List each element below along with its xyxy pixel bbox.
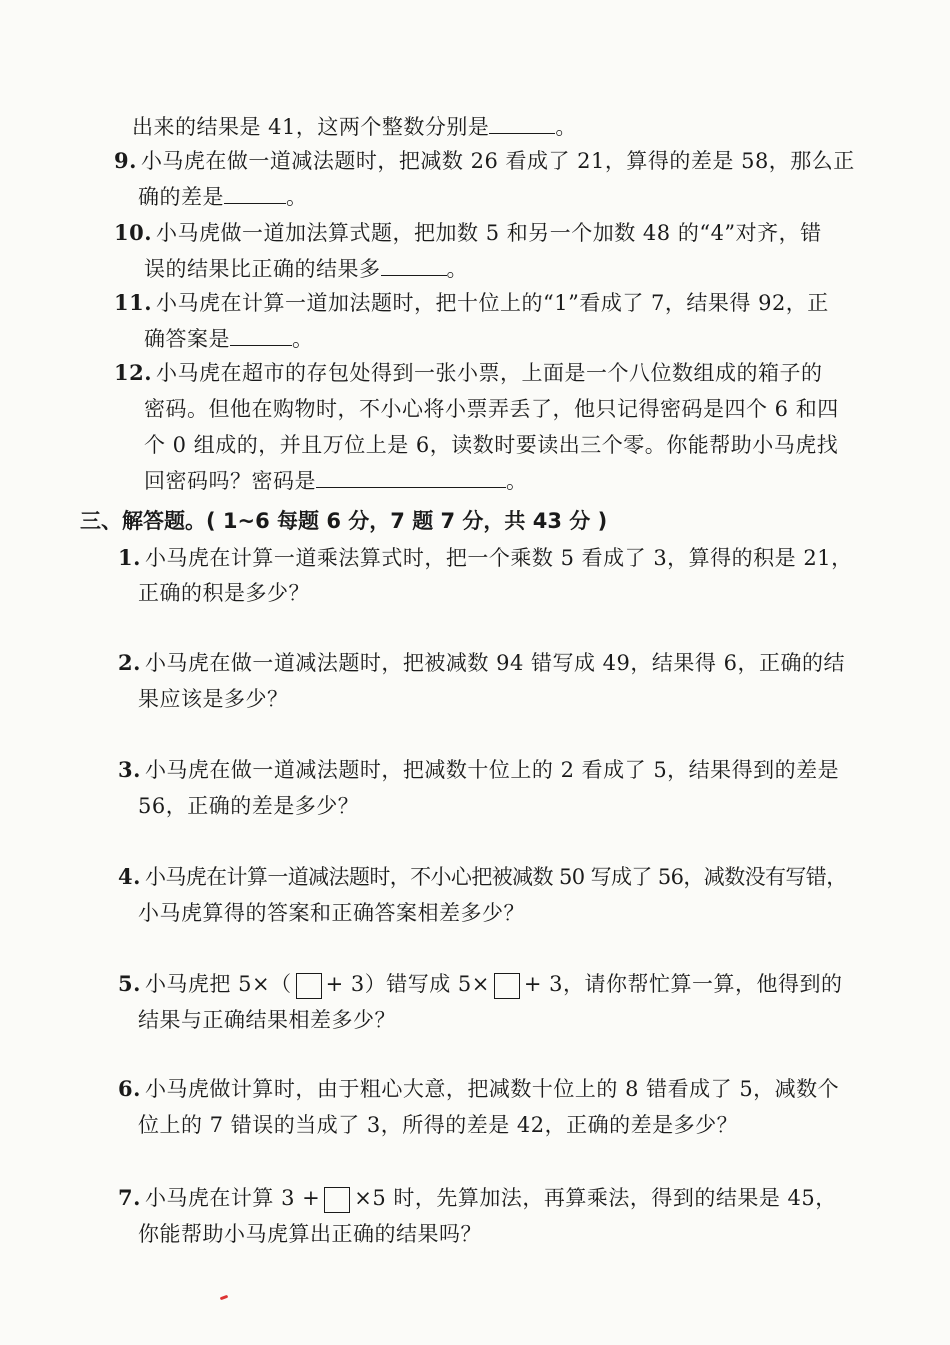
p3-q6-text: 小马虎做计算时，由于粗心大意，把减数十位上的 8 错看成了 5，减数个 (144, 1077, 840, 1101)
p3-q6-line1 (118, 1074, 839, 1104)
q10-text: 小马虎做一道加法算式题，把加数 5 和另一个加数 48 的“4”对齐，错 (156, 221, 822, 245)
section-3-title: 三、解答题。( 1~6 每题 6 分，7 题 7 分，共 43 分 ) (80, 509, 608, 533)
q11-number: 11. (114, 290, 153, 315)
p3-q5-blank-box-2 (494, 973, 520, 999)
q9-text-2: 确的差是 (138, 185, 224, 209)
p3-q3-number: 3. (118, 757, 141, 782)
q12-line1 (114, 358, 823, 388)
q9-number: 9. (114, 148, 137, 173)
p3-q1-line1 (118, 543, 853, 573)
p3-q5-text-c: + 3，请你帮忙算一算，他得到的 (523, 972, 843, 996)
p3-q6-line2: 位上的 7 错误的当成了 3，所得的差是 42，正确的差是多少？ (138, 1113, 739, 1137)
p3-q5-line1 (118, 969, 842, 999)
p3-q7-line2: 你能帮助小马虎算出正确的结果吗？ (138, 1222, 482, 1246)
q11-text-end: 。 (292, 327, 314, 351)
q10-text-end: 。 (446, 257, 468, 281)
q8-line1 (132, 112, 577, 142)
p3-q7-text-b: ×5 时，先算加法，再算乘法，得到的结果是 45， (354, 1186, 837, 1210)
p3-q3-line2: 56，正确的差是多少？ (138, 794, 360, 818)
q9-text: 小马虎在做一道减法题时，把减数 26 看成了 21，算得的差是 58，那么正 (140, 149, 855, 173)
q11-text: 小马虎在计算一道加法题时，把十位上的“1”看成了 7，结果得 92，正 (156, 291, 829, 315)
p3-q7-blank-box (324, 1187, 350, 1213)
q9-line1 (114, 146, 855, 176)
q11-answer-blank[interactable] (230, 325, 292, 346)
q12-text: 小马虎在超市的存包处得到一张小票，上面是一个八位数组成的箱子的 (156, 361, 823, 385)
q9-line2 (138, 182, 308, 212)
p3-q5-text-b: + 3）错写成 5× (325, 972, 490, 996)
p3-q1-line2: 正确的积是多少？ (138, 581, 310, 605)
p3-q2-line1 (118, 648, 845, 678)
p3-q1-number: 1. (118, 545, 141, 570)
q12-text-4: 回密码吗？密码是 (144, 469, 316, 493)
q10-line1 (114, 218, 822, 248)
q11-line1 (114, 288, 829, 318)
p3-q3-line1 (118, 755, 839, 785)
p3-q5-number: 5. (118, 971, 141, 996)
p3-q7-text-a: 小马虎在计算 3 + (144, 1186, 321, 1210)
q10-text-2: 误的结果比正确的结果多 (144, 257, 381, 281)
q12-number: 12. (114, 360, 153, 385)
p3-q2-text: 小马虎在做一道减法题时，把被减数 94 错写成 49，结果得 6，正确的结 (144, 651, 845, 675)
p3-q1-text: 小马虎在计算一道乘法算式时，把一个乘数 5 看成了 3，算得的积是 21， (144, 546, 853, 570)
p3-q5-line2: 结果与正确结果相差多少？ (138, 1008, 396, 1032)
p3-q2-line2: 果应该是多少？ (138, 687, 289, 711)
q8-text-end: 。 (555, 115, 577, 139)
p3-q5-blank-box-1 (296, 973, 322, 999)
p3-q3-text: 小马虎在做一道减法题时，把减数十位上的 2 看成了 5，结果得到的差是 (144, 758, 840, 782)
q10-answer-blank[interactable] (381, 255, 447, 276)
p3-q4-number: 4. (118, 864, 141, 889)
q9-text-end: 。 (286, 185, 308, 209)
p3-q2-number: 2. (118, 650, 141, 675)
p3-q6-number: 6. (118, 1076, 141, 1101)
p3-q5-text-a: 小马虎把 5×（ (144, 972, 292, 996)
q10-line2 (144, 254, 468, 284)
q12-text-end: 。 (506, 469, 528, 493)
p3-q7-line1 (118, 1183, 837, 1213)
q9-answer-blank[interactable] (224, 183, 286, 204)
p3-q4-line1 (118, 862, 847, 892)
p3-q4-line2: 小马虎算得的答案和正确答案相差多少？ (138, 901, 525, 925)
q11-line2 (144, 324, 314, 354)
red-ink-speck (220, 1295, 229, 1301)
q12-line2: 密码。但他在购物时，不小心将小票弄丢了，他只记得密码是四个 6 和四 (144, 397, 839, 421)
p3-q7-number: 7. (118, 1185, 141, 1210)
q12-line4 (144, 466, 528, 496)
q12-line3: 个 0 组成的，并且万位上是 6，读数时要读出三个零。你能帮助小马虎找 (144, 433, 839, 457)
q11-text-2: 确答案是 (144, 327, 230, 351)
q8-text: 出来的结果是 41，这两个整数分别是 (132, 115, 490, 139)
p3-q4-text: 小马虎在计算一道减法题时，不小心把被减数 50 写成了 56，减数没有写错， (144, 865, 847, 889)
q12-answer-blank[interactable] (316, 467, 506, 488)
q8-answer-blank[interactable] (489, 113, 555, 134)
q10-number: 10. (114, 220, 153, 245)
